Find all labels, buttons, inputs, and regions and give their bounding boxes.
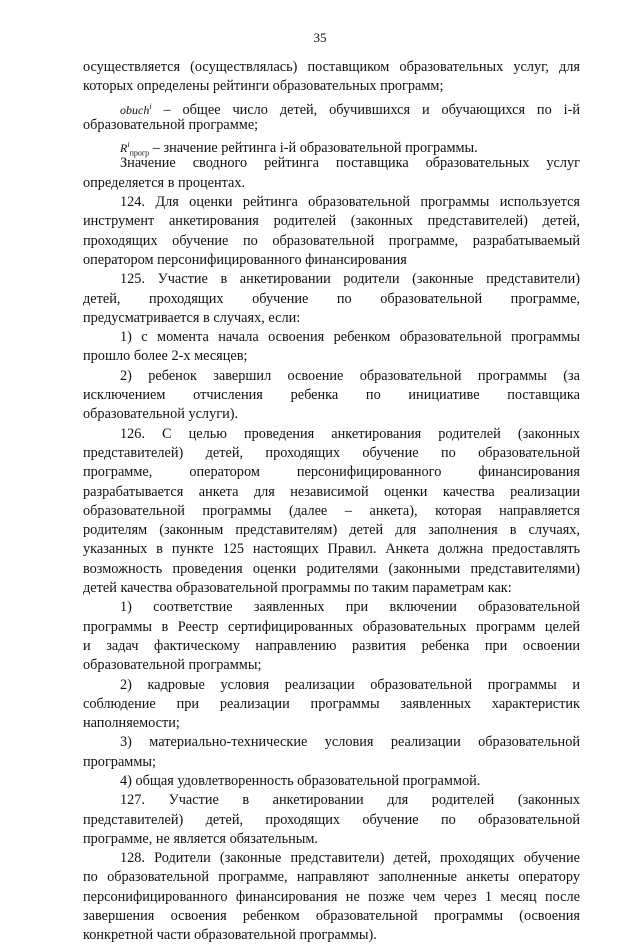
text-line: указанных в пункте 125 настоящих Правил. Анкета должна предоставлять [83,541,580,558]
text-line: программе, не является обязательным. [83,830,318,847]
text-line: наполняемости; [83,715,180,732]
text-line: программы; [83,753,156,770]
text-line: 125. Участие в анкетировании родители (законные представители) [120,271,580,288]
text-line: 2) ребенок завершил освоение образовательной программы (за [120,367,580,384]
formula-line-rating [83,135,580,158]
text-line: программе, оператором персонифицированного финансирования [83,464,580,481]
text-line: по образовательной программе, направляют заполненные анкеты оператору [83,869,580,886]
text-line: возможность проведения оценки родителями (законными представителями) [83,560,580,577]
text-line: конкретной части образовательной программы). [83,927,377,944]
text-line: детей, проходящих обучение по образовательной программе, [83,290,580,307]
text-line: соблюдение при реализации программы заявленных характеристик [83,695,580,712]
text-line: инструмент анкетирования родителей (законных представителей) детей, [83,213,580,230]
text-line: исключением отчисления ребенка по инициативе поставщика [83,387,580,404]
text-line: завершения освоения ребенком образовательной программы (освоения [83,908,580,925]
formula-description: – значение рейтинга i-й образовательной программы. [149,140,478,157]
text-line: осуществляется (осуществлялась) поставщиком образовательных услуг, для [83,59,580,75]
text-line: образовательной программы (далее – анкета), которая направляется [83,502,580,519]
text-line: предусматривается в случаях, если: [83,309,301,326]
text-line: детей качества образовательной программы по таким параметрам как: [83,580,512,597]
text-line: 126. С целью проведения анкетирования родителей (законных [120,425,580,442]
text-line: оператором персонифицированного финансирования [83,251,407,268]
formula-description: – общее число детей, обучившихся и обучающихся по i-й [151,101,580,118]
text-line: которых определены рейтинги образовательных программ; [83,78,444,95]
text-line: 1) с момента начала освоения ребенком образовательной программы [120,329,580,346]
text-line: 128. Родители (законные представители) детей, проходящих обучение [120,850,580,867]
formula-symbol-obuch: obuch$^i$ [120,101,152,117]
text-line: разрабатывается анкета для независимой оценки качества реализации [83,483,580,500]
text-line: 1) соответствие заявленных при включении образовательной [120,599,580,616]
page-number: 35 [313,30,327,45]
text-line: 3) материально-технические условия реализации образовательной [120,734,580,751]
text-line: и задач фактическому направлению развития ребенка при освоении [83,637,580,654]
body-text [83,58,580,946]
text-line: Значение сводного рейтинга поставщика образовательных услуг [120,155,580,172]
text-line: родителям (законным представителям) детей для заполнения в случаях, [83,522,580,539]
text-line: представителей) детей, проходящих обучение по образовательной [83,811,580,828]
text-line: программы в Реестр сертифицированных образовательных программ целей [83,618,580,635]
text-line: 127. Участие в анкетировании для родителей (законных [120,792,580,809]
formula-symbol-rating: $R^i_{прогр}$ [120,140,150,158]
text-line: проходящих обучение по образовательной программе, разрабатываемый [83,232,580,249]
text-line: 2) кадровые условия реализации образовательной программы и [120,676,580,693]
text-line: 4) общая удовлетворенность образовательной программой. [120,772,481,789]
formula-line-obuch [83,97,580,116]
text-line: образовательной программе; [83,116,259,133]
text-line: образовательной программы; [83,657,262,674]
text-line: определяется в процентах. [83,174,246,191]
text-line: 124. Для оценки рейтинга образовательной программы используется [120,194,580,211]
text-line: образовательной услуги). [83,406,239,423]
text-line: персонифицированного финансирования не позже чем через 1 месяц после [83,888,580,905]
text-line: прошло более 2-х месяцев; [83,348,248,365]
text-line: представителей) детей, проходящих обучение по образовательной [83,444,580,461]
